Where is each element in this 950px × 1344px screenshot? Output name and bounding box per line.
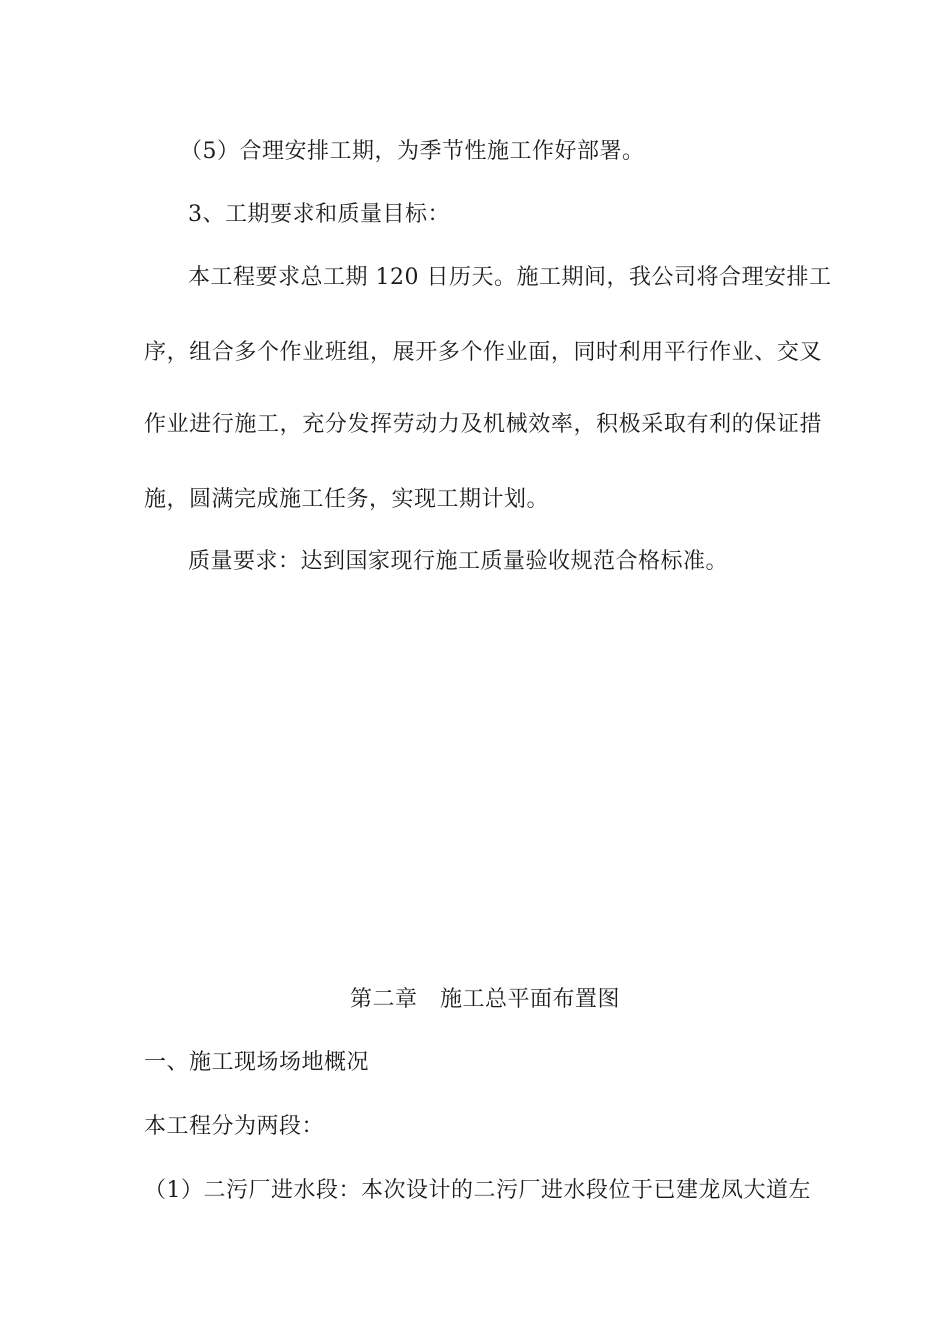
schedule-paragraph-line-1: 本工程要求总工期 120 日历天。施工期间，我公司将合理安排工 — [188, 265, 832, 290]
section-heading: 一、施工现场场地概况 — [144, 1050, 370, 1075]
schedule-paragraph-line-2: 序，组合多个作业班组，展开多个作业面，同时利用平行作业、交叉 — [144, 340, 822, 365]
schedule-paragraph-line-3: 作业进行施工，充分发挥劳动力及机械效率，积极采取有利的保证措 — [144, 412, 822, 437]
paragraph-item-1: （1）二污厂进水段：本次设计的二污厂进水段位于已建龙凤大道左 — [144, 1178, 811, 1203]
schedule-paragraph-line-4: 施，圆满完成施工任务，实现工期计划。 — [144, 487, 550, 512]
chapter-title: 第二章 施工总平面布置图 — [350, 987, 621, 1012]
paragraph-item-5: （5）合理安排工期，为季节性施工作好部署。 — [180, 139, 645, 164]
paragraph-quality-requirement: 质量要求：达到国家现行施工质量验收规范合格标准。 — [188, 549, 729, 574]
paragraph-section-3: 3、工期要求和质量目标： — [188, 202, 450, 227]
paragraph-two-sections: 本工程分为两段： — [144, 1114, 325, 1139]
